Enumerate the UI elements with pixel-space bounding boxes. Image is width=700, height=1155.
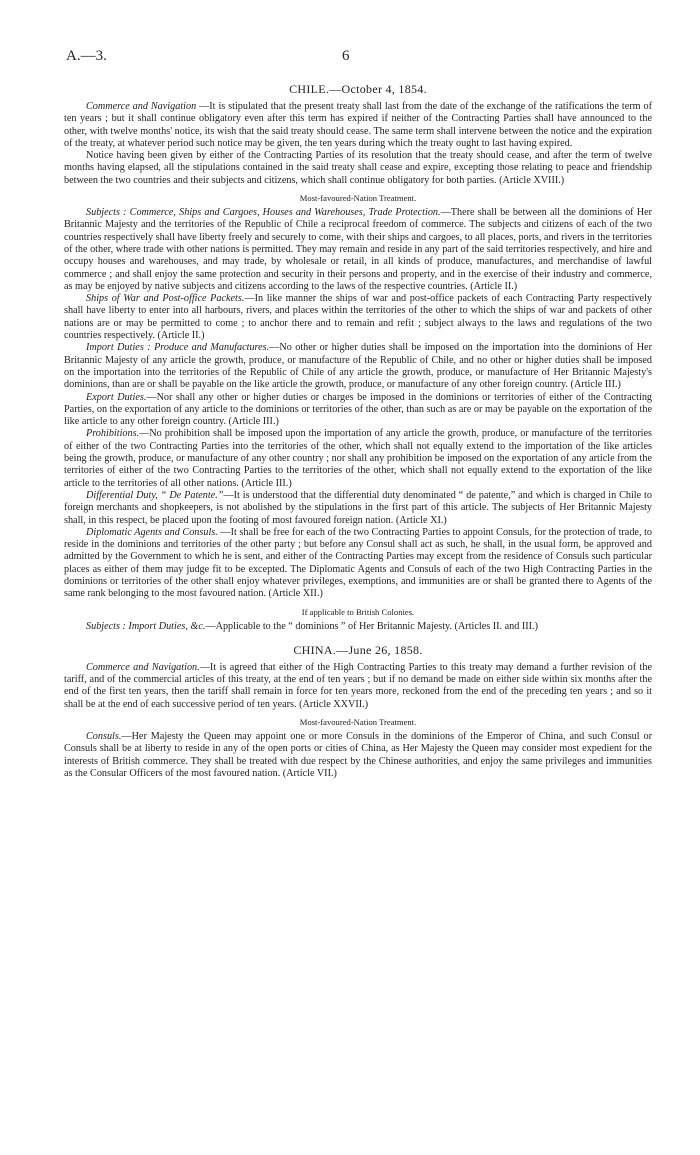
chile-paragraph [64,342,652,391]
document-reference: A.—3. [66,48,107,64]
china-paragraph [64,662,652,711]
paragraph-text: —Applicable to the “ dominions ” of Her Britannic Majesty. (Articles II. and III.) [205,620,539,632]
paragraph-heading: Subjects : Import Duties, &c. [86,620,206,632]
chile-paragraph [64,392,652,429]
paragraph-heading: Differential Duty, “ De Patente.” [86,489,224,501]
paragraph-heading: Ships of War and Post-office Packets. [86,293,245,305]
china-paragraph [64,731,652,780]
china-section-title: CHINA.—June 26, 1858. [293,642,423,657]
paragraph-text: —It is stipulated that the present treaty shall last from the date of the exchange of the ratifications the term of ten years ; but it shall continue obligatory even after this term has expired if neither of the Contracting Parties shall have announced to the other, with twelve months' notice, its wish that the said treaty should cease. The same term shall intervene between the notice and the expiration of the treaty, at whatever period such notice may be given, the ten years during which the treaty ought to last having expired. [64,101,652,149]
document-body [64,82,652,780]
paragraph-text: —There shall be between all the dominions of Her Britannic Majesty and the territories of the Republic of Chile a reciprocal freedom of commerce. The subjects and citizens of each of the two countries respectively shall have liberty freely and securely to come, with their ships and cargoes, to all places, ports, and rivers in the territories of the other, where trade with other nations is permitted. They may remain and reside in any part of the said territories respectively, and hire and occupy houses and warehouses, and may trade, by wholesale or retail, in all kinds of produce, manufactures, and merchandise of lawful commerce ; and shall enjoy the same protection and security in their persons and property, and in the exercise of their industry and commerce, as may be enjoyed by native subjects and citizens according to the laws of the respective countries. (Article II.) [64,207,652,292]
chile-paragraph: Notice having been given by either of the Contracting Parties of its resolution that the treaty should cease, and after the term of twelve months having elapsed, all the stipulations contained in the said treaty shall cease and expire, excepting those relating to peace and friendship between the two countries and their subjects and citizens, which shall continue obligatory for both parties. (Article XVIII.) [64,150,652,186]
paragraph-heading: Prohibitions. [86,428,140,440]
paragraph-text: —It shall be free for each of the two Contracting Parties to appoint Consuls, for the protection of trade, to reside in the dominions and territories of the other party ; but before any Consul shall act as such, he shall, in the usual form, be approved and admitted by the Government to which he is sent, and either of the Contracting Parties may except from the residence of Consuls such particular places as either of them may judge fit to be excepted. The Diplomatic Agents and Consuls of each of the two High Contracting Parties in the dominions or territories of the other shall enjoy whatever privileges, exemptions, and immunities are or shall be granted there to Agents of the same rank belonging to the most favoured nation. (Article XII.) [64,526,653,600]
china-mfn-heading: Most-favoured-Nation Treatment. [299,717,417,728]
chile-mfn-heading: Most-favoured-Nation Treatment. [299,193,417,204]
paragraph-heading: Import Duties : Produce and Manufactures. [86,342,270,354]
paragraph-heading: Commerce and Navigation [86,101,197,112]
chile-paragraph [64,527,652,601]
paragraph-text: —No other or higher duties shall be imposed on the importation into the dominions of Her Britannic Majesty of any article the growth, produce, or manufacture of the Republic of Chile, and no other or higher duties shall be imposed on the importation into the territories of the Republic of Chile of any article the growth, produce, or manufacture of Her Britannic Majesty's dominions, than are or shall be payable on the like article the growth, produce, or manufacture of any other foreign country. (Article III.) [64,342,652,391]
chile-paragraph [64,207,652,293]
paragraph-text: —Her Majesty the Queen may appoint one or more Consuls in the dominions of the Emperor of China, and such Consul or Consuls shall be at liberty to reside in any of the open ports or cities of China, as Her Majesty the Queen may consider most expedient for the interests of British commerce. They shall be treated with due respect by the Chinese authorities, and enjoy the same privileges and immunities as the Consular Officers of the most favoured nation. (Article VII.) [64,731,652,779]
paragraph-text: —Nor shall any other or higher duties or charges be imposed in the dominions or territories of either of the Contracting Parties, on the exportation of any article to the dominions or territories of the other, than such as are or may be payable on the exportation of the like article to any other foreign country. (Article III.) [64,391,653,428]
chile-paragraph [64,490,652,527]
paragraph-heading: Export Duties. [86,391,147,403]
paragraph-heading: Subjects : Commerce, Ships and Cargoes, Houses and Warehouses, Trade Protection. [86,207,441,219]
paragraph-text: —In like manner the ships of war and post-office packets of each Contracting Party respectively shall have liberty to enter into all harbours, rivers, and places within the territories of the other to which the ships of war and packets of other nations are or may be permitted to come ; to anchor there and to remain and refit ; subject always to the laws and regulations of the two countries respectively. (Article II.) [64,293,652,342]
paragraph-heading: Commerce and Navigation. [86,661,200,673]
chile-paragraph [64,293,652,342]
chile-colonies-heading: If applicable to British Colonies. [301,606,415,617]
paragraph-text: —It is agreed that either of the High Contracting Parties to this treaty may demand a further revision of the tariff, and of the commercial articles of this treaty, at the end of ten years ; but if no demand be made on either side within six months after the end of the first ten years, then the tariff shall remain in force for ten years more, reckoned from the end of the preceding ten years ; and so it shall be at the end of each successive period of ten years. (Article XXVII.) [64,661,652,710]
page-header [66,50,648,70]
chile-paragraph [64,101,652,150]
paragraph-text: —No prohibition shall be imposed upon the importation of any article the growth, produce, or manufacture of the territories of either of the two Contracting Parties into the territories of the other, which shall not equally extend to the importation of the like articles being the growth, produce, or manufacture of any other country ; nor shall any prohibition be imposed on the exportation of any article from the territories of either of the two Contracting Parties to the territories of the other, which shall not equally extend to the exportation of the like article to the territories of all other nations. (Article III.) [64,428,652,489]
chile-paragraph [64,621,652,633]
chile-paragraph [64,428,652,489]
chile-section-title: CHILE.—October 4, 1854. [289,82,427,96]
page-number: 6 [342,48,350,64]
paragraph-heading: Diplomatic Agents and Consuls. [86,526,218,538]
paragraph-heading: Consuls. [86,731,122,743]
paragraph-text: —It is understood that the differential duty denominated “ de patente,” and which is charged in Chile to foreign merchants and shopkeepers, is not abolished by the stipulations in the first part of this article. The subjects of Her Britannic Majesty shall, in this respect, be placed upon the footing of most favoured foreign nation. (Article XI.) [64,489,652,526]
